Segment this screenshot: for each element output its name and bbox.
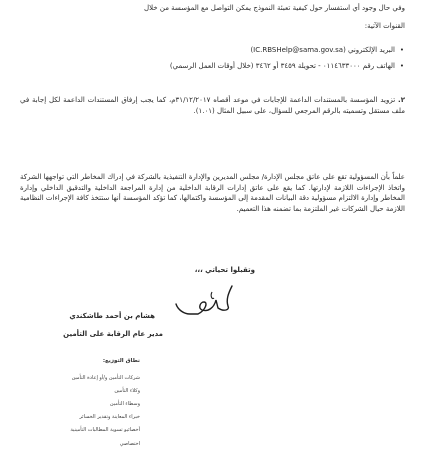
handwritten-signature <box>168 278 240 320</box>
distribution-item: شركات التأمين و/أو إعادة التأمين <box>71 375 140 381</box>
distribution-item: خبراء المعاينة وتقدير الخسائر <box>79 414 140 420</box>
body-paragraph: علماً بأن المسؤولية تقع على عاتق مجلس الإدارة/ مجلس المديرين والإدارة التنفيذية بالشركة في إدراك المخاطر التي تواجهها الشركة واتخاذ الإجراءات اللازمة لإدارتها. كما يقع على عاتق إدارات الرقابة الداخلية من إدارة المراجعة الداخلية والتدقيق الداخلي وإدارة المخاطر وإدارة الالتزام مسؤولية دقة البيانات المقدمة إلى المؤسسة واكتمالها، كما تؤكد المؤسسة أنها ستتخذ كافة الإجراءات النظامية اللازمة حيال الشركات غير الملتزمة بما تضمنه هذا التعميم. <box>20 173 405 213</box>
intro-line-1: وفي حال وجود أي استفسار حول كيفية تعبئة النموذج يمكن التواصل مع المؤسسة من خلال <box>144 4 405 12</box>
item-2-text: تزويد المؤسسة بالمستندات الداعمة للإجابات في موعد أقصاه ٣١/١٢/٢٠١٧م، كما يجب إرفاق المستندات الداعمة لكل إجابة في ملف مستقل وتسميته بالرقم المرجعي للسؤال، على سبيل المثال (١.٠١). <box>20 96 405 115</box>
closing-greeting: وتقبلوا تحياتي ،،، <box>194 266 255 274</box>
distribution-item: أخصائيو تسوية المطالبات التأمينية <box>70 427 140 433</box>
channel-email: • البريد الإلكتروني (IC.RBSHelp@sama.gov.sa) <box>250 46 395 55</box>
item-2 <box>20 95 405 116</box>
distribution-item: وسطاء التأمين <box>109 401 140 407</box>
signatory-name: هشام بن أحمد طاشكندي <box>69 312 155 320</box>
distribution-title: نطاق التوزيع: <box>102 358 140 364</box>
distribution-footer: اختصاصي <box>119 441 140 447</box>
intro-line-2: القنوات الآتية: <box>364 22 405 30</box>
channel-phone: • الهاتف رقم ٠١١٤٦٣٣٠٠٠ - تحويلة ٣٤٥٩ أو ٣٤٦٢ (خلال أوقات العمل الرسمي) <box>170 62 395 71</box>
signatory-title: مدير عام الرقابة على التأمين <box>63 330 163 338</box>
distribution-item: وكلاء التأمين <box>114 388 140 394</box>
item-2-number: ٢. <box>398 96 405 104</box>
